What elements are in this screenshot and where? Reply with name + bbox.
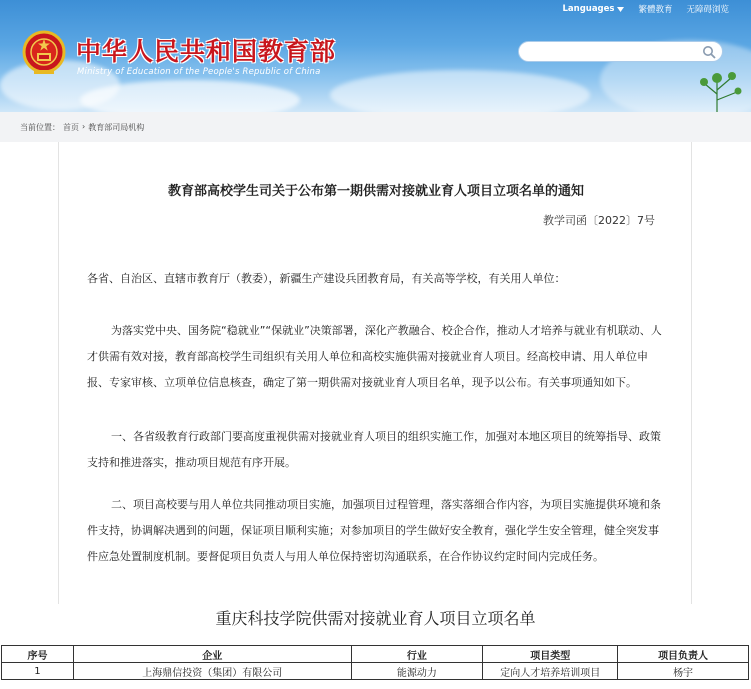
languages-label: Languages [562, 4, 615, 14]
header-project-type: 项目类型 [483, 646, 618, 663]
breadcrumb-home-link[interactable]: 首页 [63, 123, 79, 132]
breadcrumb [20, 122, 144, 133]
breadcrumb-section-link[interactable]: 教育部司局机构 [88, 123, 145, 132]
table-row [2, 663, 749, 680]
table-header-row [2, 646, 749, 663]
project-table [1, 645, 749, 680]
national-emblem-icon [22, 30, 66, 76]
accessible-browse-link[interactable]: 无障碍浏览 [686, 5, 729, 15]
article-panel [58, 142, 692, 604]
breadcrumb-prefix: 当前位置： [20, 123, 60, 132]
languages-link[interactable] [562, 4, 624, 14]
site-title[interactable]: 中华人民共和国教育部 [76, 37, 337, 66]
article-paragraph-item-2: 二、项目高校要与用人单位共同推动项目实施，加强项目过程管理，落实落细合作内容，为项目实施提供环境和条件支持，协调解决遇到的问题，保证项目顺利实施；对参加项目的学生做好安全教育，强化学生安全管理，健全突发事件应急处置制度机制。要督促项目负责人与用人单位保持密切沟通联系，在合作协议约定时间内完成任务。 [87, 498, 661, 563]
traditional-chinese-link[interactable]: 繁體教育 [638, 5, 673, 15]
header-project-lead: 项目负责人 [618, 646, 749, 663]
header-cloud [330, 70, 590, 112]
article-paragraph-item-1: 一、各省级教育行政部门要高度重视供需对接就业育人项目的组织实施工作，加强对本地区项目的统筹指导、政策支持和推进落实，推动项目规范有序开展。 [87, 430, 661, 469]
breadcrumb-bar [0, 112, 751, 142]
site-header [0, 0, 751, 112]
cell-index: 1 [2, 663, 74, 680]
cell-project-lead: 杨宇 [618, 663, 749, 680]
header-index: 序号 [2, 646, 74, 663]
article-paragraph-salutation: 各省、自治区、直辖市教育厅（教委），新疆生产建设兵团教育局，有关高等学校，有关用人单位： [87, 272, 566, 285]
article-title: 教育部高校学生司关于公布第一期供需对接就业育人项目立项名单的通知 [167, 184, 584, 199]
top-links [562, 3, 729, 15]
cell-industry: 能源动力 [351, 663, 483, 680]
cell-project-type: 定向人才培养培训项目 [483, 663, 618, 680]
header-industry: 行业 [351, 646, 483, 663]
header-cloud [80, 80, 300, 112]
search-icon[interactable] [702, 45, 716, 59]
header-company: 企业 [73, 646, 351, 663]
article-paragraph-intro: 为落实党中央、国务院“稳就业”“保就业”决策部署，深化产教融合、校企合作，推动人才培养与就业有机联动、人才供需有效对接，教育部高校学生司组织有关用人单位和高校实施供需对接就业育人项目。经高校申请、用人单位申报、专家审核、立项单位信息核查，确定了第一期供需对接就业育人项目名单，现予以公布。有关事项通知如下。 [87, 324, 662, 389]
chevron-down-icon [617, 7, 624, 12]
dandelion-decoration-icon [687, 60, 747, 112]
cell-company: 上海鼎信投资（集团）有限公司 [73, 663, 351, 680]
site-subtitle: Ministry of Education of the People's Republic of China [77, 67, 321, 77]
search-input[interactable] [518, 41, 723, 62]
breadcrumb-separator: › [82, 122, 86, 131]
table-title: 重庆科技学院供需对接就业育人项目立项名单 [215, 609, 536, 628]
document-number: 教学司函〔2022〕7号 [543, 214, 655, 227]
